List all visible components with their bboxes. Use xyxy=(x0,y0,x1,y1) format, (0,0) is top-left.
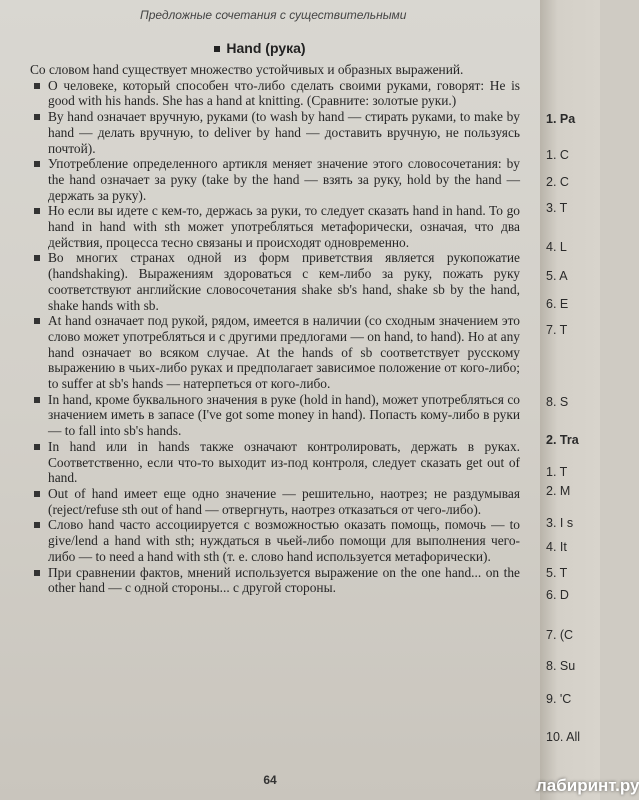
right-page-line: 5. T xyxy=(546,566,568,580)
list-item-text: By hand означает вручную, руками (to wash by hand — стирать руками, to make by hand — делать вручную, to deliver by hand — доставить вручную, не пользуясь почтой). xyxy=(48,109,520,156)
list-item-text: Во многих странах одной из форм приветствия является рукопожатие (handshaking). Выражениям здороваться с кем-либо за руку, пожать руку соответствуют английские словосочетания shake sb's hand, shake sb by the hand, shake hands with sb. xyxy=(48,250,520,313)
list-item xyxy=(30,486,520,517)
watermark: лабиринт.ру xyxy=(536,776,639,795)
list-item xyxy=(30,392,520,439)
right-page-line: 5. A xyxy=(546,269,568,283)
section-title xyxy=(0,40,520,56)
page-number: 64 xyxy=(263,773,277,787)
square-bullet-icon xyxy=(34,444,40,450)
square-bullet-icon xyxy=(34,114,40,120)
list-item-text: Слово hand часто ассоциируется с возможностью оказать помощь, помочь — to give/lend a hand with sth; нуждаться в чьей-либо помощи для выполнения чего-либо — to need a hand with sth (т. е. слово hand используется метафорически). xyxy=(48,517,520,564)
right-page-line: 2. M xyxy=(546,484,571,498)
square-bullet-icon xyxy=(34,208,40,214)
square-bullet-icon xyxy=(34,570,40,576)
right-page-line: 2. Tra xyxy=(546,433,579,447)
list-item xyxy=(30,313,520,392)
list-item-text: In hand, кроме буквального значения в руке (hold in hand), может употребляться со значением иметь в запасе (I've got some money in hand). Попасть кому-либо в руки — to fall into sb's hands. xyxy=(48,391,520,439)
square-bullet-icon xyxy=(34,522,40,528)
list-item-text: In hand или in hands также означают контролировать, держать в руках. Соответственно, если что-то выходит из-под контроля, следует сказать get out of hand. xyxy=(48,438,520,486)
right-page-line: 4. It xyxy=(546,540,567,554)
running-head: Предложные сочетания с существительными xyxy=(140,8,407,22)
list-item xyxy=(30,250,520,313)
right-page-line: 9. 'C xyxy=(546,692,572,706)
right-page-line: 1. T xyxy=(546,465,568,479)
section-title-text: Hand (рука) xyxy=(226,40,306,56)
right-page-line: 10. All xyxy=(546,730,581,744)
intro-paragraph: Со словом hand существует множество устойчивых и образных выражений. xyxy=(30,62,464,77)
right-page-line: 1. C xyxy=(546,148,569,162)
square-bullet-icon xyxy=(34,161,40,167)
list-item xyxy=(30,109,520,156)
list-item-text: При сравнении фактов, мнений используется выражение on the one hand... on the other hand — с одной стороны... с другой стороны. xyxy=(48,564,520,596)
list-item-text: Употребление определенного артикля меняет значение этого словосочетания: by the hand означает за руку (take by the hand — взять за руку, hold by the hand — держать за руку). xyxy=(48,156,520,203)
right-page-line: 8. S xyxy=(546,395,569,409)
list-item xyxy=(30,517,520,564)
right-page-line: 1. Pa xyxy=(546,112,576,126)
square-bullet-icon xyxy=(34,83,40,89)
list-item xyxy=(30,156,520,203)
right-page-line: 8. Su xyxy=(546,659,576,673)
square-bullet-icon xyxy=(34,397,40,403)
list-item xyxy=(30,565,520,596)
square-bullet-icon xyxy=(34,255,40,261)
right-page-line: 2. C xyxy=(546,175,569,189)
right-page-line: 6. E xyxy=(546,297,569,311)
list-item-text: Out of hand имеет еще одно значение — решительно, наотрез; не раздумывая (reject/refuse sth out of hand — отвергнуть, наотрез отказаться от чего-либо). xyxy=(48,485,520,517)
square-bullet-icon xyxy=(214,46,220,52)
right-page-line: 7. (C xyxy=(546,628,574,642)
list-item xyxy=(30,203,520,250)
list-item-text: О человеке, который способен что-либо сделать своими руками, говорят: He is good with his hands. She has a hand at knitting. (Сравните: золотые руки.) xyxy=(48,77,520,109)
square-bullet-icon xyxy=(34,491,40,497)
list-item xyxy=(30,439,520,486)
item-list xyxy=(30,78,520,596)
list-item-text: Но если вы идете с кем-то, держась за руки, то следует сказать hand in hand. To go hand in hand with sth может употребляться метафорически, означая, что два действия, процесса тесно связаны и происходят одновременно. xyxy=(48,203,520,250)
right-page-line: 3. T xyxy=(546,201,568,215)
list-item-text: At hand означает под рукой, рядом, имеется в наличии (со сходным значением это слово может употребляться и с другими предлогами — on hand, to hand). Но at any hand означает во всяком случае. At the hands of sb соответствует русскому выражению в чьих-либо руках и предполагает зависимое положение от кого-либо; to suffer at sb's hands — натерпеться от кого-либо. xyxy=(48,313,520,392)
right-page-line: 6. D xyxy=(546,588,569,602)
square-bullet-icon xyxy=(34,318,40,324)
body-text xyxy=(30,62,520,596)
book-page-right xyxy=(540,0,600,800)
right-page-line: 4. L xyxy=(546,240,567,254)
right-page-line: 3. I s xyxy=(546,516,574,530)
list-item xyxy=(30,78,520,109)
right-page-line: 7. T xyxy=(546,323,568,337)
